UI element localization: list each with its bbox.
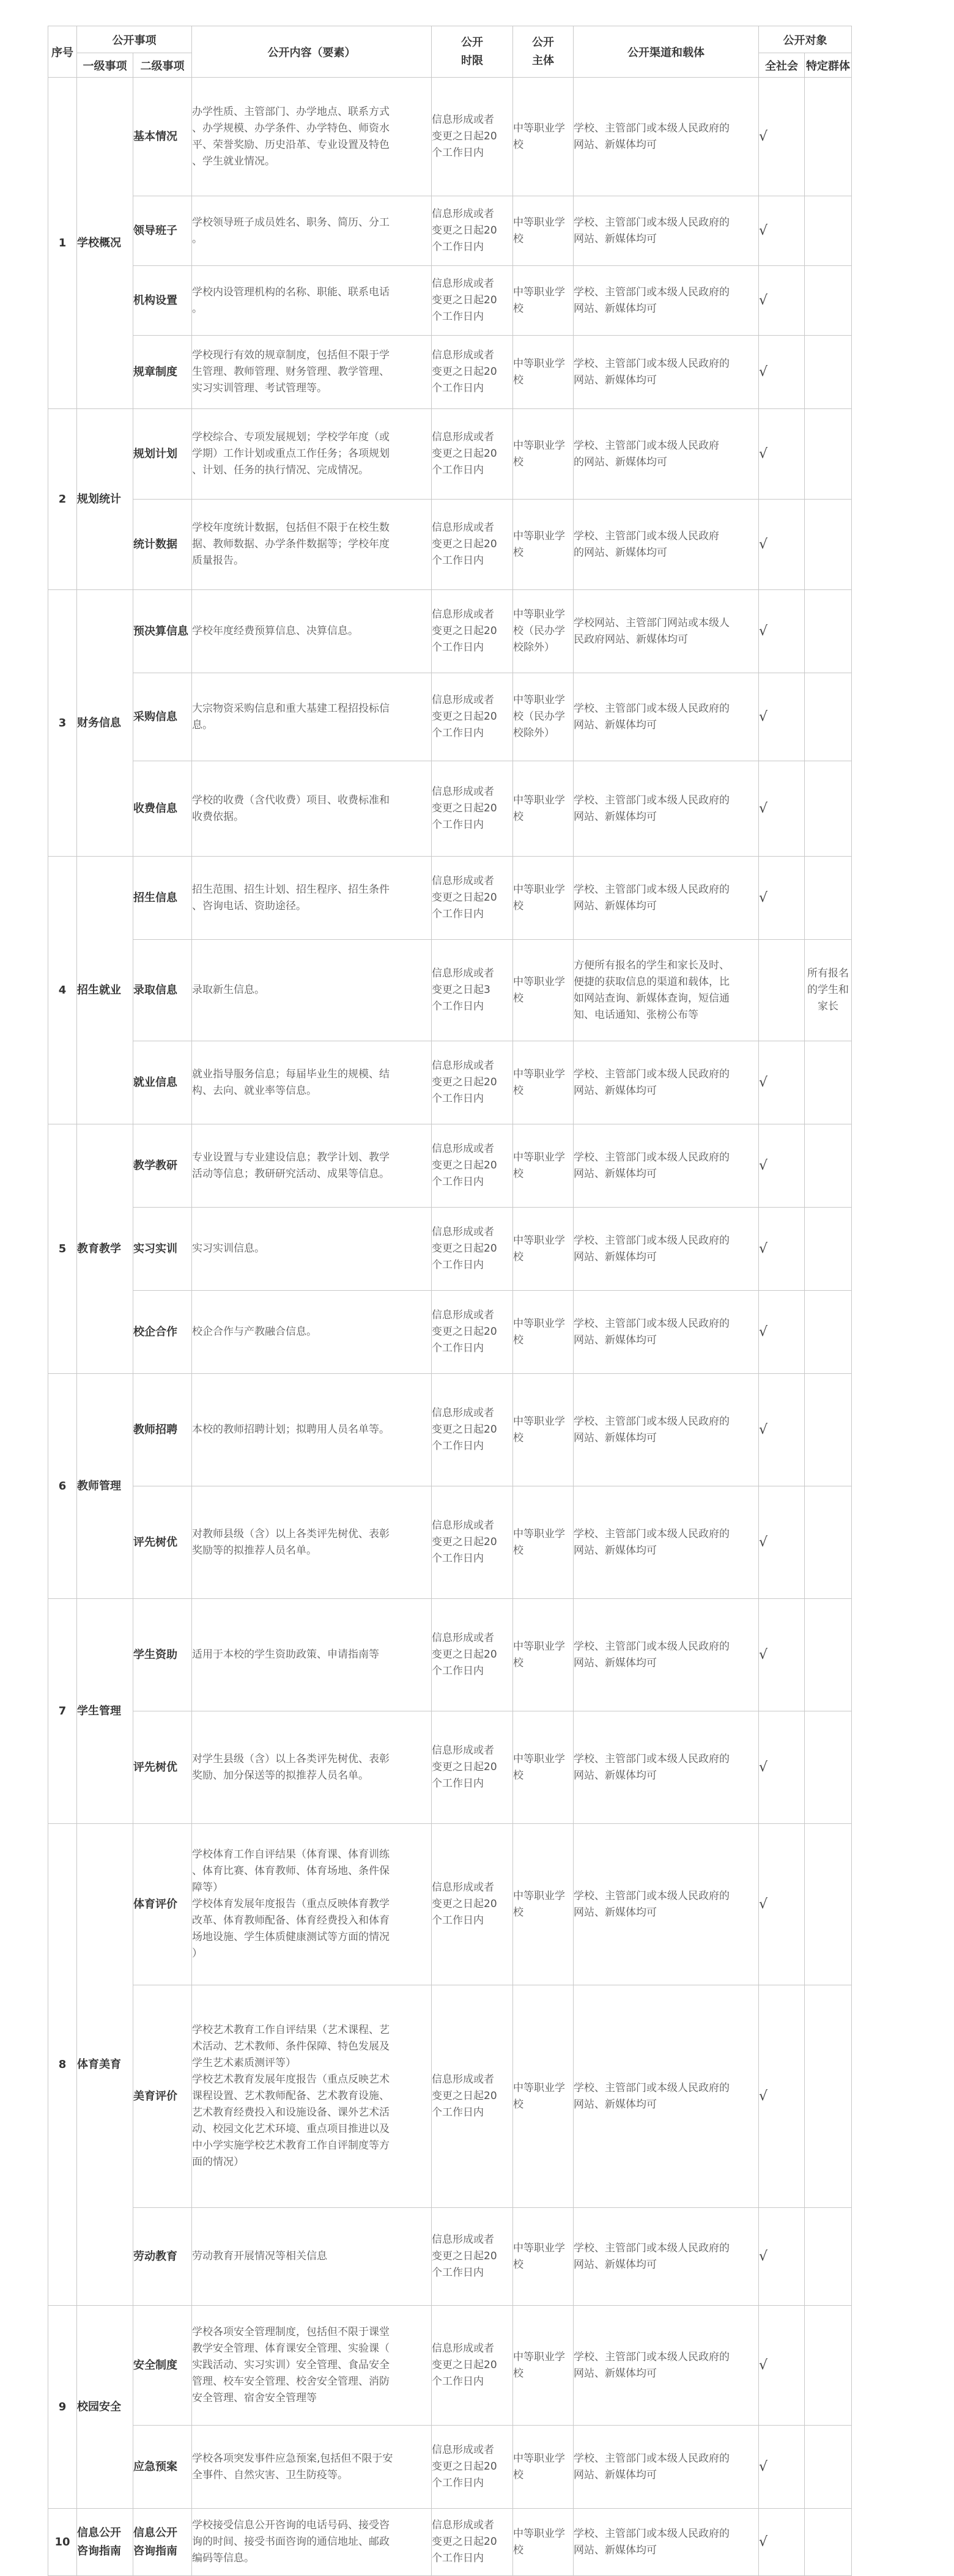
group-number: 2 — [48, 409, 77, 590]
group-name: 学校概况 — [77, 78, 133, 409]
item-subject: 中等职业学 校 — [513, 336, 574, 409]
item-subject: 中等职业学 校 — [513, 1374, 574, 1486]
item-subject: 中等职业学 校 — [513, 1824, 574, 1985]
item-content: 对教师县级（含）以上各类评先树优、表彰 奖励等的拟推荐人员名单。 — [192, 1486, 432, 1599]
all-society-checkmark: √ — [759, 2426, 805, 2509]
table-row — [48, 1124, 852, 1208]
item-name: 安全制度 — [133, 2306, 192, 2426]
item-content: 学校内设管理机构的名称、职能、联系电话 。 — [192, 266, 432, 336]
header-seq: 序号 — [48, 26, 77, 78]
item-subject: 中等职业学 校 — [513, 857, 574, 940]
item-content: 劳动教育开展情况等相关信息 — [192, 2208, 432, 2306]
item-name: 统计数据 — [133, 500, 192, 590]
item-content: 招生范围、招生计划、招生程序、招生条件 、咨询电话、资助途径。 — [192, 857, 432, 940]
item-content: 就业指导服务信息；每届毕业生的规模、结 构、去向、就业率等信息。 — [192, 1041, 432, 1124]
header-level1: 一级事项 — [77, 53, 133, 78]
item-period: 信息形成或者 变更之日起20 个工作日内 — [432, 1208, 513, 1291]
item-channel: 学校、主管部门或本级人民政府的 网站、新媒体均可 — [574, 1208, 759, 1291]
item-name: 应急预案 — [133, 2426, 192, 2509]
item-name: 领导班子 — [133, 196, 192, 266]
group-number: 1 — [48, 78, 77, 409]
all-society-checkmark: √ — [759, 1291, 805, 1374]
header-audience-group: 公开对象 — [759, 26, 852, 53]
item-subject: 中等职业学 校 — [513, 1124, 574, 1208]
specific-group-cell — [805, 336, 852, 409]
specific-group-cell — [805, 2426, 852, 2509]
item-content: 办学性质、主管部门、办学地点、联系方式 、办学规模、办学条件、办学特色、师资水 平、荣誉奖励、历史沿革、专业设置及特色 、学生就业情况。 — [192, 78, 432, 196]
table-row — [48, 1486, 852, 1599]
item-period: 信息形成或者 变更之日起20 个工作日内 — [432, 336, 513, 409]
table-row — [48, 2509, 852, 2576]
item-channel: 学校、主管部门或本级人民政府 的网站、新媒体均可 — [574, 409, 759, 500]
table-row — [48, 761, 852, 857]
all-society-checkmark: √ — [759, 196, 805, 266]
item-name: 信息公开 咨询指南 — [133, 2509, 192, 2576]
item-channel: 学校、主管部门或本级人民政府的 网站、新媒体均可 — [574, 857, 759, 940]
header-items-group: 公开事项 — [77, 26, 192, 53]
header-subject: 公开 主体 — [513, 26, 574, 78]
table-row — [48, 1374, 852, 1486]
item-content: 学校年度统计数据，包括但不限于在校生数 据、教师数据、办学条件数据等；学校年度 质量报告。 — [192, 500, 432, 590]
item-period: 信息形成或者 变更之日起20 个工作日内 — [432, 196, 513, 266]
item-name: 学生资助 — [133, 1599, 192, 1711]
group-number: 5 — [48, 1124, 77, 1374]
all-society-checkmark: √ — [759, 1124, 805, 1208]
all-society-checkmark: √ — [759, 590, 805, 673]
item-period: 信息形成或者 变更之日起20 个工作日内 — [432, 1486, 513, 1599]
specific-group-cell — [805, 590, 852, 673]
item-channel: 学校网站、主管部门网站或本级人 民政府网站、新媒体均可 — [574, 590, 759, 673]
specific-group-cell: 所有报名 的学生和 家长 — [805, 940, 852, 1041]
table-row — [48, 2306, 852, 2426]
table-row — [48, 2426, 852, 2509]
header-period: 公开 时限 — [432, 26, 513, 78]
item-content: 适用于本校的学生资助政策、申请指南等 — [192, 1599, 432, 1711]
item-channel: 学校、主管部门或本级人民政府的 网站、新媒体均可 — [574, 2509, 759, 2576]
item-name: 规章制度 — [133, 336, 192, 409]
item-subject: 中等职业学 校（民办学 校除外） — [513, 673, 574, 761]
header-level2: 二级事项 — [133, 53, 192, 78]
item-subject: 中等职业学 校 — [513, 1208, 574, 1291]
item-period: 信息形成或者 变更之日起20 个工作日内 — [432, 2509, 513, 2576]
item-subject: 中等职业学 校 — [513, 1291, 574, 1374]
all-society-checkmark: √ — [759, 2306, 805, 2426]
table-row — [48, 1291, 852, 1374]
specific-group-cell — [805, 266, 852, 336]
table-row — [48, 940, 852, 1041]
item-name: 教学教研 — [133, 1124, 192, 1208]
item-channel: 学校、主管部门或本级人民政府的 网站、新媒体均可 — [574, 1599, 759, 1711]
item-content: 学校各项安全管理制度，包括但不限于课堂 教学安全管理、体育课安全管理、实验课（ 实践活动、实习实训）安全管理、食品安全 管理、校车安全管理、校舍安全管理、消防 安全管理、宿舍安全管理等 — [192, 2306, 432, 2426]
table-row — [48, 590, 852, 673]
item-channel: 方便所有报名的学生和家长及时、 便捷的获取信息的渠道和载体，比 如网站查询、新媒体查询，短信通 知、电话通知、张榜公布等 — [574, 940, 759, 1041]
item-period: 信息形成或者 变更之日起20 个工作日内 — [432, 500, 513, 590]
item-channel: 学校、主管部门或本级人民政府的 网站、新媒体均可 — [574, 1824, 759, 1985]
item-period: 信息形成或者 变更之日起20 个工作日内 — [432, 2208, 513, 2306]
item-period: 信息形成或者 变更之日起20 个工作日内 — [432, 673, 513, 761]
item-channel: 学校、主管部门或本级人民政府的 网站、新媒体均可 — [574, 2426, 759, 2509]
item-content: 大宗物资采购信息和重大基建工程招投标信 息。 — [192, 673, 432, 761]
table-row — [48, 409, 852, 500]
table-row — [48, 78, 852, 196]
item-channel: 学校、主管部门或本级人民政府的 网站、新媒体均可 — [574, 336, 759, 409]
item-subject: 中等职业学 校 — [513, 1599, 574, 1711]
item-subject: 中等职业学 校 — [513, 940, 574, 1041]
item-period: 信息形成或者 变更之日起3 个工作日内 — [432, 940, 513, 1041]
all-society-checkmark: √ — [759, 78, 805, 196]
item-name: 评先树优 — [133, 1486, 192, 1599]
specific-group-cell — [805, 1374, 852, 1486]
item-name: 体育评价 — [133, 1824, 192, 1985]
specific-group-cell — [805, 1711, 852, 1824]
item-content: 学校艺术教育工作自评结果（艺术课程、艺 术活动、艺术教师、条件保障、特色发展及 学生艺术素质测评等） 学校艺术教育发展年度报告（重点反映艺术 课程设置、艺术教师配备、艺术教育设施、 艺术教育经费投入和设施设备、课外艺术活 动、校园文化艺术环境、重点项目推进以及 中小学实施学校艺术教育工作自评制度等方 面的情况） — [192, 1985, 432, 2208]
item-period: 信息形成或者 变更之日起20 个工作日内 — [432, 1124, 513, 1208]
specific-group-cell — [805, 2306, 852, 2426]
all-society-checkmark: √ — [759, 1041, 805, 1124]
specific-group-cell — [805, 673, 852, 761]
item-period: 信息形成或者 变更之日起20 个工作日内 — [432, 1599, 513, 1711]
item-content: 学校领导班子成员姓名、职务、简历、分工 。 — [192, 196, 432, 266]
table-row — [48, 1599, 852, 1711]
item-subject: 中等职业学 校 — [513, 1711, 574, 1824]
item-content: 对学生县级（含）以上各类评先树优、表彰 奖励、加分保送等的拟推荐人员名单。 — [192, 1711, 432, 1824]
item-period: 信息形成或者 变更之日起20 个工作日内 — [432, 409, 513, 500]
item-channel: 学校、主管部门或本级人民政府的 网站、新媒体均可 — [574, 2306, 759, 2426]
item-period: 信息形成或者 变更之日起20 个工作日内 — [432, 1985, 513, 2208]
header-specific-group: 特定群体 — [805, 53, 852, 78]
item-channel: 学校、主管部门或本级人民政府的 网站、新媒体均可 — [574, 1711, 759, 1824]
table-row — [48, 1985, 852, 2208]
item-name: 评先树优 — [133, 1711, 192, 1824]
all-society-checkmark: √ — [759, 1599, 805, 1711]
table-row — [48, 1041, 852, 1124]
group-number: 4 — [48, 857, 77, 1124]
item-period: 信息形成或者 变更之日起20 个工作日内 — [432, 1041, 513, 1124]
item-name: 收费信息 — [133, 761, 192, 857]
item-name: 劳动教育 — [133, 2208, 192, 2306]
group-number: 10 — [48, 2509, 77, 2576]
item-channel: 学校、主管部门或本级人民政府 的网站、新媒体均可 — [574, 500, 759, 590]
item-name: 实习实训 — [133, 1208, 192, 1291]
item-period: 信息形成或者 变更之日起20 个工作日内 — [432, 590, 513, 673]
specific-group-cell — [805, 1599, 852, 1711]
item-name: 教师招聘 — [133, 1374, 192, 1486]
disclosure-table — [48, 26, 852, 2576]
item-channel: 学校、主管部门或本级人民政府的 网站、新媒体均可 — [574, 266, 759, 336]
item-subject: 中等职业学 校 — [513, 409, 574, 500]
all-society-checkmark: √ — [759, 857, 805, 940]
header-row-1 — [48, 26, 852, 53]
item-channel: 学校、主管部门或本级人民政府的 网站、新媒体均可 — [574, 1486, 759, 1599]
item-content: 录取新生信息。 — [192, 940, 432, 1041]
specific-group-cell — [805, 1486, 852, 1599]
specific-group-cell — [805, 78, 852, 196]
specific-group-cell — [805, 1824, 852, 1985]
item-period: 信息形成或者 变更之日起20 个工作日内 — [432, 1711, 513, 1824]
all-society-checkmark: √ — [759, 761, 805, 857]
group-name: 信息公开 咨询指南 — [77, 2509, 133, 2576]
item-content: 学校现行有效的规章制度，包括但不限于学 生管理、教师管理、财务管理、教学管理、 实习实训管理、考试管理等。 — [192, 336, 432, 409]
group-name: 规划统计 — [77, 409, 133, 590]
specific-group-cell — [805, 196, 852, 266]
item-subject: 中等职业学 校 — [513, 2426, 574, 2509]
item-channel: 学校、主管部门或本级人民政府的 网站、新媒体均可 — [574, 761, 759, 857]
all-society-checkmark: √ — [759, 1374, 805, 1486]
item-channel: 学校、主管部门或本级人民政府的 网站、新媒体均可 — [574, 196, 759, 266]
item-name: 规划计划 — [133, 409, 192, 500]
item-content: 实习实训信息。 — [192, 1208, 432, 1291]
all-society-checkmark: √ — [759, 1985, 805, 2208]
group-number: 7 — [48, 1599, 77, 1824]
item-name: 采购信息 — [133, 673, 192, 761]
table-row — [48, 1711, 852, 1824]
item-period: 信息形成或者 变更之日起20 个工作日内 — [432, 78, 513, 196]
table-row — [48, 1208, 852, 1291]
group-name: 财务信息 — [77, 590, 133, 857]
item-channel: 学校、主管部门或本级人民政府的 网站、新媒体均可 — [574, 1291, 759, 1374]
item-channel: 学校、主管部门或本级人民政府的 网站、新媒体均可 — [574, 2208, 759, 2306]
all-society-checkmark — [759, 940, 805, 1041]
all-society-checkmark: √ — [759, 1824, 805, 1985]
all-society-checkmark: √ — [759, 2208, 805, 2306]
specific-group-cell — [805, 1124, 852, 1208]
table-row — [48, 2208, 852, 2306]
specific-group-cell — [805, 761, 852, 857]
item-content: 专业设置与专业建设信息；教学计划、教学 活动等信息；教研研究活动、成果等信息。 — [192, 1124, 432, 1208]
item-content: 学校各项突发事件应急预案,包括但不限于安 全事件、自然灾害、卫生防疫等。 — [192, 2426, 432, 2509]
group-name: 教育教学 — [77, 1124, 133, 1374]
item-content: 学校接受信息公开咨询的电话号码、接受咨 询的时间、接受书面咨询的通信地址、邮政 编码等信息。 — [192, 2509, 432, 2576]
item-channel: 学校、主管部门或本级人民政府的 网站、新媒体均可 — [574, 78, 759, 196]
specific-group-cell — [805, 2208, 852, 2306]
item-subject: 中等职业学 校 — [513, 761, 574, 857]
all-society-checkmark: √ — [759, 1711, 805, 1824]
item-period: 信息形成或者 变更之日起20 个工作日内 — [432, 1374, 513, 1486]
group-number: 6 — [48, 1374, 77, 1599]
all-society-checkmark: √ — [759, 409, 805, 500]
table-row — [48, 500, 852, 590]
item-subject: 中等职业学 校 — [513, 2509, 574, 2576]
group-name: 学生管理 — [77, 1599, 133, 1824]
item-name: 校企合作 — [133, 1291, 192, 1374]
all-society-checkmark: √ — [759, 2509, 805, 2576]
item-period: 信息形成或者 变更之日起20 个工作日内 — [432, 1824, 513, 1985]
item-period: 信息形成或者 变更之日起20 个工作日内 — [432, 761, 513, 857]
group-number: 3 — [48, 590, 77, 857]
item-subject: 中等职业学 校 — [513, 1041, 574, 1124]
item-period: 信息形成或者 变更之日起20 个工作日内 — [432, 1291, 513, 1374]
specific-group-cell — [805, 1041, 852, 1124]
item-period: 信息形成或者 变更之日起20 个工作日内 — [432, 2426, 513, 2509]
item-subject: 中等职业学 校 — [513, 500, 574, 590]
header-all-society: 全社会 — [759, 53, 805, 78]
specific-group-cell — [805, 1208, 852, 1291]
all-society-checkmark: √ — [759, 1486, 805, 1599]
item-subject: 中等职业学 校 — [513, 2306, 574, 2426]
group-name: 体育美育 — [77, 1824, 133, 2306]
group-number: 9 — [48, 2306, 77, 2509]
all-society-checkmark: √ — [759, 673, 805, 761]
item-subject: 中等职业学 校 — [513, 196, 574, 266]
item-channel: 学校、主管部门或本级人民政府的 网站、新媒体均可 — [574, 1985, 759, 2208]
specific-group-cell — [805, 409, 852, 500]
specific-group-cell — [805, 1985, 852, 2208]
specific-group-cell — [805, 500, 852, 590]
item-subject: 中等职业学 校 — [513, 1985, 574, 2208]
group-name: 校园安全 — [77, 2306, 133, 2509]
header-channel: 公开渠道和载体 — [574, 26, 759, 78]
item-channel: 学校、主管部门或本级人民政府的 网站、新媒体均可 — [574, 1374, 759, 1486]
item-subject: 中等职业学 校 — [513, 2208, 574, 2306]
item-name: 招生信息 — [133, 857, 192, 940]
item-channel: 学校、主管部门或本级人民政府的 网站、新媒体均可 — [574, 1041, 759, 1124]
specific-group-cell — [805, 857, 852, 940]
all-society-checkmark: √ — [759, 1208, 805, 1291]
item-content: 学校综合、专项发展规划；学校学年度（或 学期）工作计划或重点工作任务；各项规划 、计划、任务的执行情况、完成情况。 — [192, 409, 432, 500]
all-society-checkmark: √ — [759, 336, 805, 409]
specific-group-cell — [805, 1291, 852, 1374]
item-channel: 学校、主管部门或本级人民政府的 网站、新媒体均可 — [574, 673, 759, 761]
item-name: 基本情况 — [133, 78, 192, 196]
specific-group-cell — [805, 2509, 852, 2576]
item-name: 美育评价 — [133, 1985, 192, 2208]
item-content: 学校的收费（含代收费）项目、收费标准和 收费依据。 — [192, 761, 432, 857]
header-content: 公开内容（要素） — [192, 26, 432, 78]
item-content: 本校的教师招聘计划；拟聘用人员名单等。 — [192, 1374, 432, 1486]
item-content: 校企合作与产教融合信息。 — [192, 1291, 432, 1374]
item-period: 信息形成或者 变更之日起20 个工作日内 — [432, 266, 513, 336]
group-name: 教师管理 — [77, 1374, 133, 1599]
table-row — [48, 336, 852, 409]
item-subject: 中等职业学 校 — [513, 266, 574, 336]
table-row — [48, 857, 852, 940]
table-body — [48, 78, 852, 2576]
table-row — [48, 266, 852, 336]
group-number: 8 — [48, 1824, 77, 2306]
item-subject: 中等职业学 校 — [513, 1486, 574, 1599]
group-name: 招生就业 — [77, 857, 133, 1124]
item-name: 就业信息 — [133, 1041, 192, 1124]
item-name: 录取信息 — [133, 940, 192, 1041]
item-subject: 中等职业学 校 — [513, 78, 574, 196]
table-row — [48, 1824, 852, 1985]
all-society-checkmark: √ — [759, 500, 805, 590]
table-row — [48, 673, 852, 761]
item-period: 信息形成或者 变更之日起20 个工作日内 — [432, 2306, 513, 2426]
item-period: 信息形成或者 变更之日起20 个工作日内 — [432, 857, 513, 940]
item-name: 机构设置 — [133, 266, 192, 336]
all-society-checkmark: √ — [759, 266, 805, 336]
item-content: 学校年度经费预算信息、决算信息。 — [192, 590, 432, 673]
item-name: 预决算信息 — [133, 590, 192, 673]
item-subject: 中等职业学 校（民办学 校除外） — [513, 590, 574, 673]
table-row — [48, 196, 852, 266]
item-channel: 学校、主管部门或本级人民政府的 网站、新媒体均可 — [574, 1124, 759, 1208]
item-content: 学校体育工作自评结果（体育课、体育训练 、体育比赛、体育教师、体育场地、条件保 障等） 学校体育发展年度报告（重点反映体育教学 改革、体育教师配备、体育经费投入和体育 场地设施、学生体质健康测试等方面的情况 ） — [192, 1824, 432, 1985]
